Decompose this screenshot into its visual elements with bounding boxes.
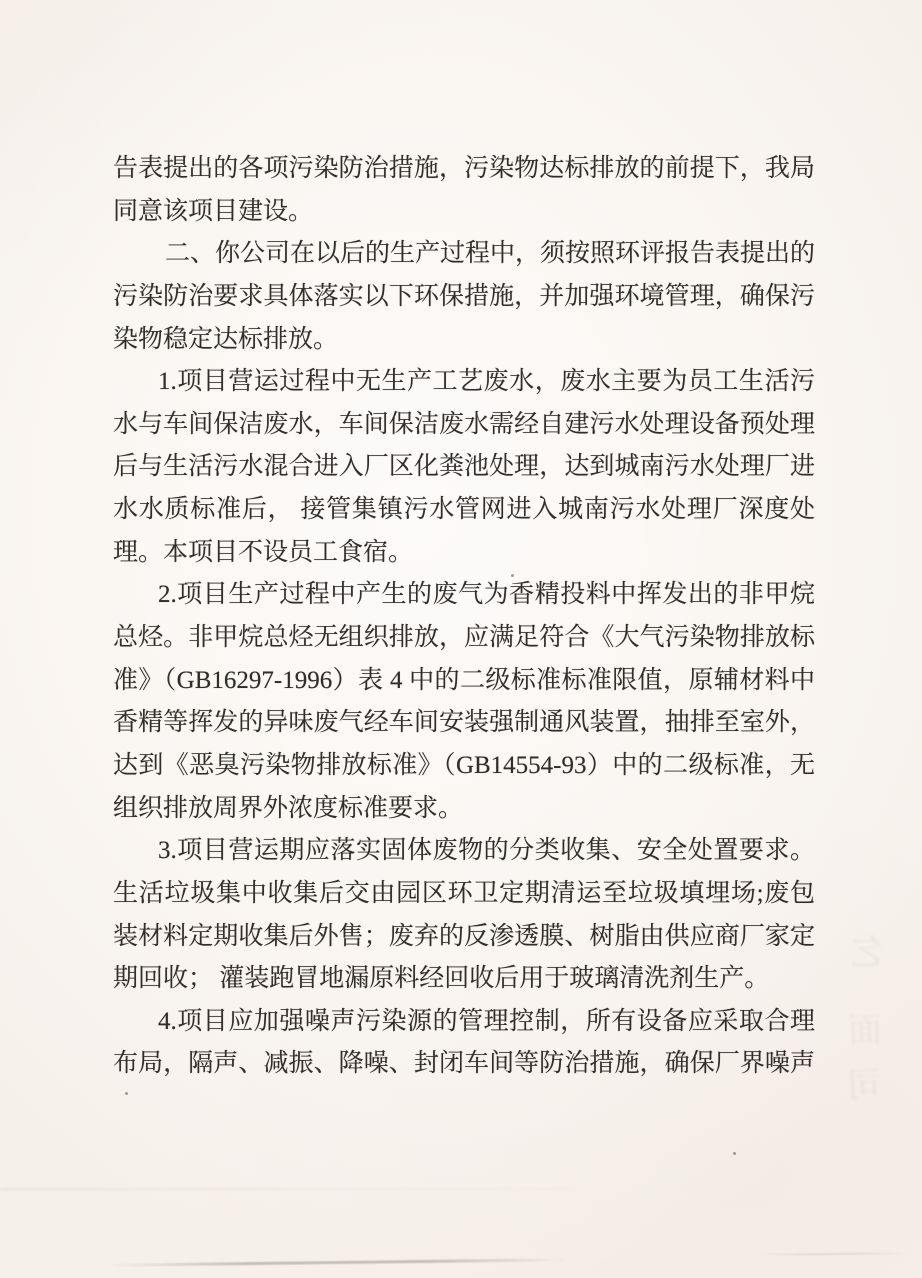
text-line: 水水质标准后， 接管集镇污水管网进入城南污水处理厂深度处 — [113, 496, 815, 524]
text-line: 告表提出的各项污染防治措施，污染物达标排放的前提下，我局 — [113, 155, 815, 182]
text-line: 理。本项目不设员工食宿。 — [113, 538, 414, 566]
bleedthrough-mark: 乞 — [849, 934, 885, 973]
scan-speck — [125, 1092, 128, 1095]
text-line: 3.项目营运期应落实固体废物的分类收集、安全处置要求。 — [158, 837, 815, 865]
scan-streak — [760, 1252, 910, 1255]
paper-crease — [0, 1188, 640, 1190]
text-line: 总烃。非甲烷总烃无组织排放，应满足符合《大气污染物排放标 — [113, 624, 815, 652]
text-line: 装材料定期收集后外售；废弃的反渗透膜、树脂由供应商厂家定 — [113, 922, 815, 950]
doc-body — [113, 148, 815, 1086]
text-line: 水与车间保洁废水，车间保洁废水需经自建污水处理设备预处理 — [113, 410, 815, 438]
bleedthrough-mark: 司 — [846, 1067, 882, 1106]
text-line: 2.项目生产过程中产生的废气为香精投料中挥发出的非甲烷 — [158, 581, 815, 609]
text-line: 生活垃圾集中收集后交由园区环卫定期清运至垃圾填埋场;废包 — [113, 879, 815, 907]
text-line: 同意该项目建设。 — [113, 197, 314, 225]
text-line: 染物稳定达标排放。 — [113, 325, 339, 353]
text-line: 二、你公司在以后的生产过程中，须按照环评报告表提出的 — [165, 240, 816, 268]
text-line: 4.项目应加强噪声污染源的管理控制，所有设备应采取合理 — [158, 1007, 815, 1035]
text-line: 布局，隔声、减振、降噪、封闭车间等防治措施，确保厂界噪声 — [113, 1050, 815, 1078]
text-line: 期回收； 灌装跑冒地漏原料经回收后用于玻璃清洗剂生产。 — [113, 965, 770, 993]
text-line: 香精等挥发的异味废气经车间安装强制通风装置，抽排至室外， — [113, 709, 815, 737]
scan-streak — [108, 1258, 568, 1267]
text-line: 组织排放周界外浓度标准要求。 — [113, 794, 464, 822]
text-line: 污染防治要求具体落实以下环保措施，并加强环境管理，确保污 — [113, 282, 815, 310]
text-line: 达到《恶臭污染物排放标准》（GB14554-93）中的二级标准，无 — [113, 751, 815, 779]
text-line: 准》（GB16297-1996）表 4 中的二级标准标准限值，原辅材料中 — [113, 666, 815, 694]
scan-speck — [733, 1152, 736, 1155]
text-line: 1.项目营运过程中无生产工艺废水，废水主要为员工生活污 — [158, 368, 815, 396]
text-line: 后与生活污水混合进入厂区化粪池处理，达到城南污水处理厂进 — [113, 453, 815, 481]
bleedthrough-mark: 面 — [847, 1012, 883, 1051]
